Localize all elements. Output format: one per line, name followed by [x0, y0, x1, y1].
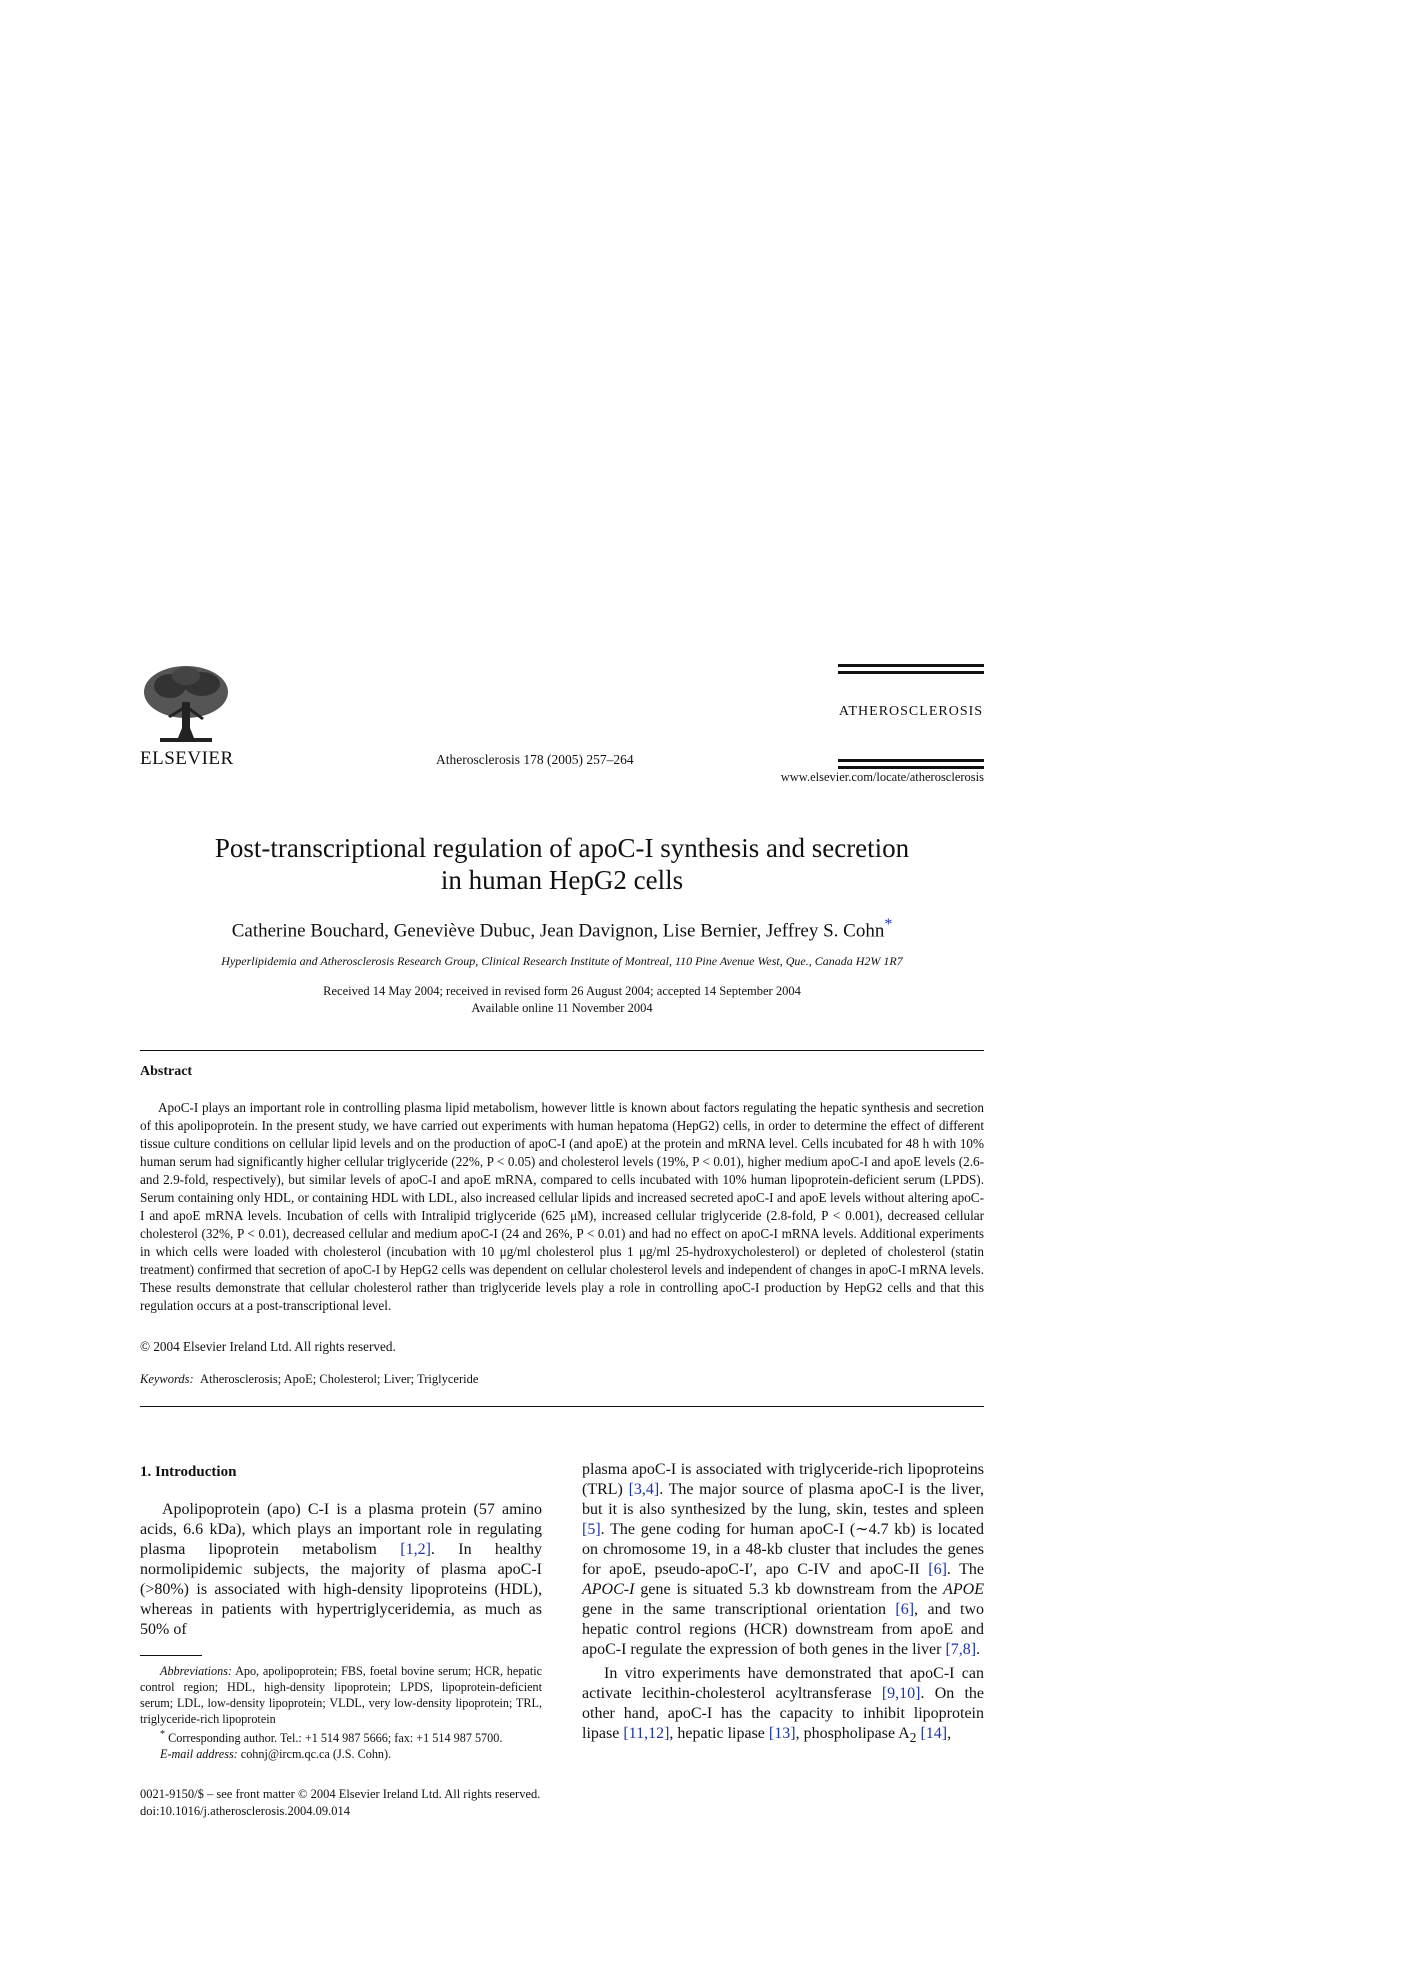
- text-run: , phospholipase A: [795, 1725, 910, 1742]
- email-footnote: [140, 1746, 542, 1762]
- email-label: E-mail address:: [160, 1747, 238, 1762]
- text-run: , hepatic lipase: [669, 1725, 769, 1742]
- citation-link[interactable]: [14]: [920, 1725, 948, 1742]
- online-date: Available online 11 November 2004: [471, 1001, 653, 1015]
- title-line-2: in human HepG2 cells: [440, 865, 684, 895]
- text-run: ,: [947, 1725, 952, 1742]
- paragraph: [582, 1460, 984, 1660]
- citation-link[interactable]: [5]: [582, 1521, 601, 1538]
- page-footer: [140, 1786, 540, 1820]
- front-matter-line: 0021-9150/$ – see front matter © 2004 Elsevier Ireland Ltd. All rights reserved.: [140, 1787, 541, 1801]
- paragraph: [582, 1664, 984, 1748]
- footnotes: [140, 1663, 542, 1762]
- abbreviations-text: Apo, apolipoprotein; FBS, foetal bovine serum; HCR, hepatic control region; HDL, high-density lipoprotein; LPDS, lipoprotein-deficient serum; LDL, low-density lipoprotein; VLDL, very low-density lipoprotein; TRL, triglyceride-rich lipoprotein: [140, 1664, 542, 1726]
- footnote-divider: [140, 1655, 202, 1656]
- text-run: . The gene coding for human apoC-I (∼4.7 kb) is located on chromosome 19, in a 48-kb cluster that includes the genes for apoE, pseudo-apoC-I′, apo C-IV and apoC-II: [582, 1521, 984, 1578]
- corresponding-author-link[interactable]: *: [884, 916, 893, 933]
- citation-link[interactable]: [6]: [895, 1601, 915, 1618]
- journal-citation: Atherosclerosis 178 (2005) 257–264: [436, 752, 634, 767]
- intro-column-right: [582, 1460, 984, 1752]
- article-title: [140, 832, 984, 896]
- elsevier-tree-logo: [140, 662, 232, 762]
- keywords-label: Keywords:: [140, 1372, 194, 1386]
- citation-link[interactable]: [9,10]: [881, 1685, 921, 1702]
- authors: [140, 916, 984, 942]
- text-run: plasma apoC-I is associated with triglyceride-rich lipoproteins (TRL): [582, 1461, 984, 1498]
- abstract-bottom-divider: [140, 1406, 984, 1407]
- text-run: In vitro experiments have demonstrated that apoC-I can activate lecithin-cholesterol acyltransferase: [582, 1665, 984, 1702]
- text-run: . The: [946, 1561, 985, 1578]
- citation-link[interactable]: [6]: [928, 1561, 947, 1578]
- received-dates: Received 14 May 2004; received in revised form 26 August 2004; accepted 14 September 2004: [323, 984, 801, 998]
- abstract-copyright: © 2004 Elsevier Ireland Ltd. All rights reserved.: [140, 1339, 396, 1354]
- text-run: .: [976, 1641, 981, 1658]
- citation-link[interactable]: [13]: [768, 1725, 796, 1742]
- corresponding-text: Corresponding author. Tel.: +1 514 987 5666; fax: +1 514 987 5700.: [165, 1731, 503, 1746]
- journal-url[interactable]: www.elsevier.com/locate/atherosclerosis: [780, 770, 984, 784]
- publisher-name: ELSEVIER: [140, 748, 234, 769]
- affiliation: Hyperlipidemia and Atherosclerosis Research Group, Clinical Research Institute of Montreal, 110 Pine Avenue West, Que., Canada H2W 1R7: [221, 954, 903, 968]
- corresponding-footnote: [140, 1727, 542, 1746]
- email-address[interactable]: cohnj@ircm.qc.ca (J.S. Cohn).: [237, 1747, 392, 1762]
- section-heading-introduction: 1. Introduction: [140, 1464, 237, 1480]
- journal-name: ATHEROSCLEROSIS: [838, 704, 984, 719]
- abstract-text: ApoC-I plays an important role in controlling plasma lipid metabolism, however little is known about factors regulating the hepatic synthesis and secretion of this apolipoprotein. In the present study, we have carried out experiments with human hepatoma (HepG2) cells, in order to determine the effect of different tissue culture conditions on cellular lipid levels and on the production of apoC-I (and apoE) at the protein and mRNA level. Cells incubated for 48 h with 10% human serum had significantly higher cellular triglyceride (22%, P < 0.05) and cholesterol levels (19%, P < 0.01), higher medium apoC-I and apoE levels (2.6- and 2.9-fold, respectively), but similar levels of apoC-I and apoE mRNA, compared to cells incubated with 10% human lipoprotein-deficient serum (LPDS). Serum containing only HDL, or containing HDL with LDL, also increased cellular lipids and increased secreted apoC-I and apoE levels without altering apoC-I and apoE mRNA levels. Incubation of cells with Intralipid triglyceride (625 μM), increased cellular triglyceride (2.8-fold, P < 0.001), decreased cellular cholesterol (32%, P < 0.01), decreased cellular and medium apoC-I (24 and 26%, P < 0.01) and had no effect on apoC-I mRNA levels. Additional experiments in which cells were loaded with cholesterol (incubation with 10 μg/ml cholesterol plus 1 μg/ml 25-hydroxycholesterol) or depleted of cholesterol (statin treatment) confirmed that secretion of apoC-I by HepG2 cells was dependent on cellular cholesterol levels and independent of changes in apoC-I mRNA levels. These results demonstrate that cellular cholesterol rather than triglyceride levels play a role in controlling apoC-I production by HepG2 cells and that this regulation occurs at a post-transcriptional level.: [140, 1100, 984, 1313]
- intro-column-left: [140, 1500, 542, 1640]
- citation-link[interactable]: [3,4]: [628, 1481, 660, 1498]
- title-line-1: Post-transcriptional regulation of apoC-I synthesis and secretion: [214, 833, 910, 863]
- text-run: Apolipoprotein (apo) C-I is a plasma protein (57 amino acids, 6.6 kDa), which plays an important role in regulating plasma lipoprotein metabolism: [140, 1501, 542, 1558]
- citation-link[interactable]: [7,8]: [945, 1641, 977, 1658]
- text-run: . In healthy normolipidemic subjects, the majority of plasma apoC-I (>80%) is associated with high-density lipoproteins (HDL), whereas in patients with hypertriglyceridemia, as much as 50% of: [140, 1541, 543, 1638]
- keywords: [140, 1372, 478, 1387]
- text-run: . The major source of plasma apoC-I is the liver, but it is also synthesized by the lung, skin, testes and spleen: [582, 1481, 985, 1518]
- keywords-list: Atherosclerosis; ApoE; Cholesterol; Liver; Triglyceride: [199, 1372, 479, 1386]
- text-run: gene in the same transcriptional orientation: [582, 1601, 896, 1618]
- gene-name: APOE: [943, 1581, 984, 1598]
- author-list: Catherine Bouchard, Geneviève Dubuc, Jean Davignon, Lise Bernier, Jeffrey S. Cohn: [231, 920, 885, 942]
- gene-name: APOC-I: [582, 1581, 635, 1598]
- text-run: . On the other hand, apoC-I has the capacity to inhibit lipoprotein lipase: [582, 1685, 985, 1742]
- doi-line[interactable]: doi:10.1016/j.atherosclerosis.2004.09.014: [140, 1804, 351, 1818]
- abbreviations-footnote: [140, 1663, 542, 1727]
- abstract-heading: Abstract: [140, 1064, 193, 1079]
- abstract-top-divider: [140, 1050, 984, 1051]
- citation-link[interactable]: [11,12]: [623, 1725, 670, 1742]
- text-run: , and two hepatic control regions (HCR) downstream from apoE and apoC-I regulate the expression of both genes in the liver: [582, 1601, 984, 1658]
- text-run: gene is situated 5.3 kb downstream from the: [634, 1581, 944, 1598]
- article-dates: [140, 983, 984, 1017]
- subscript: 2: [909, 1730, 917, 1746]
- citation-link[interactable]: [1,2]: [400, 1541, 431, 1558]
- abbreviations-label: Abbreviations:: [160, 1664, 232, 1678]
- footnote-mark: *: [160, 1729, 166, 1740]
- journal-rules-top: [838, 664, 984, 678]
